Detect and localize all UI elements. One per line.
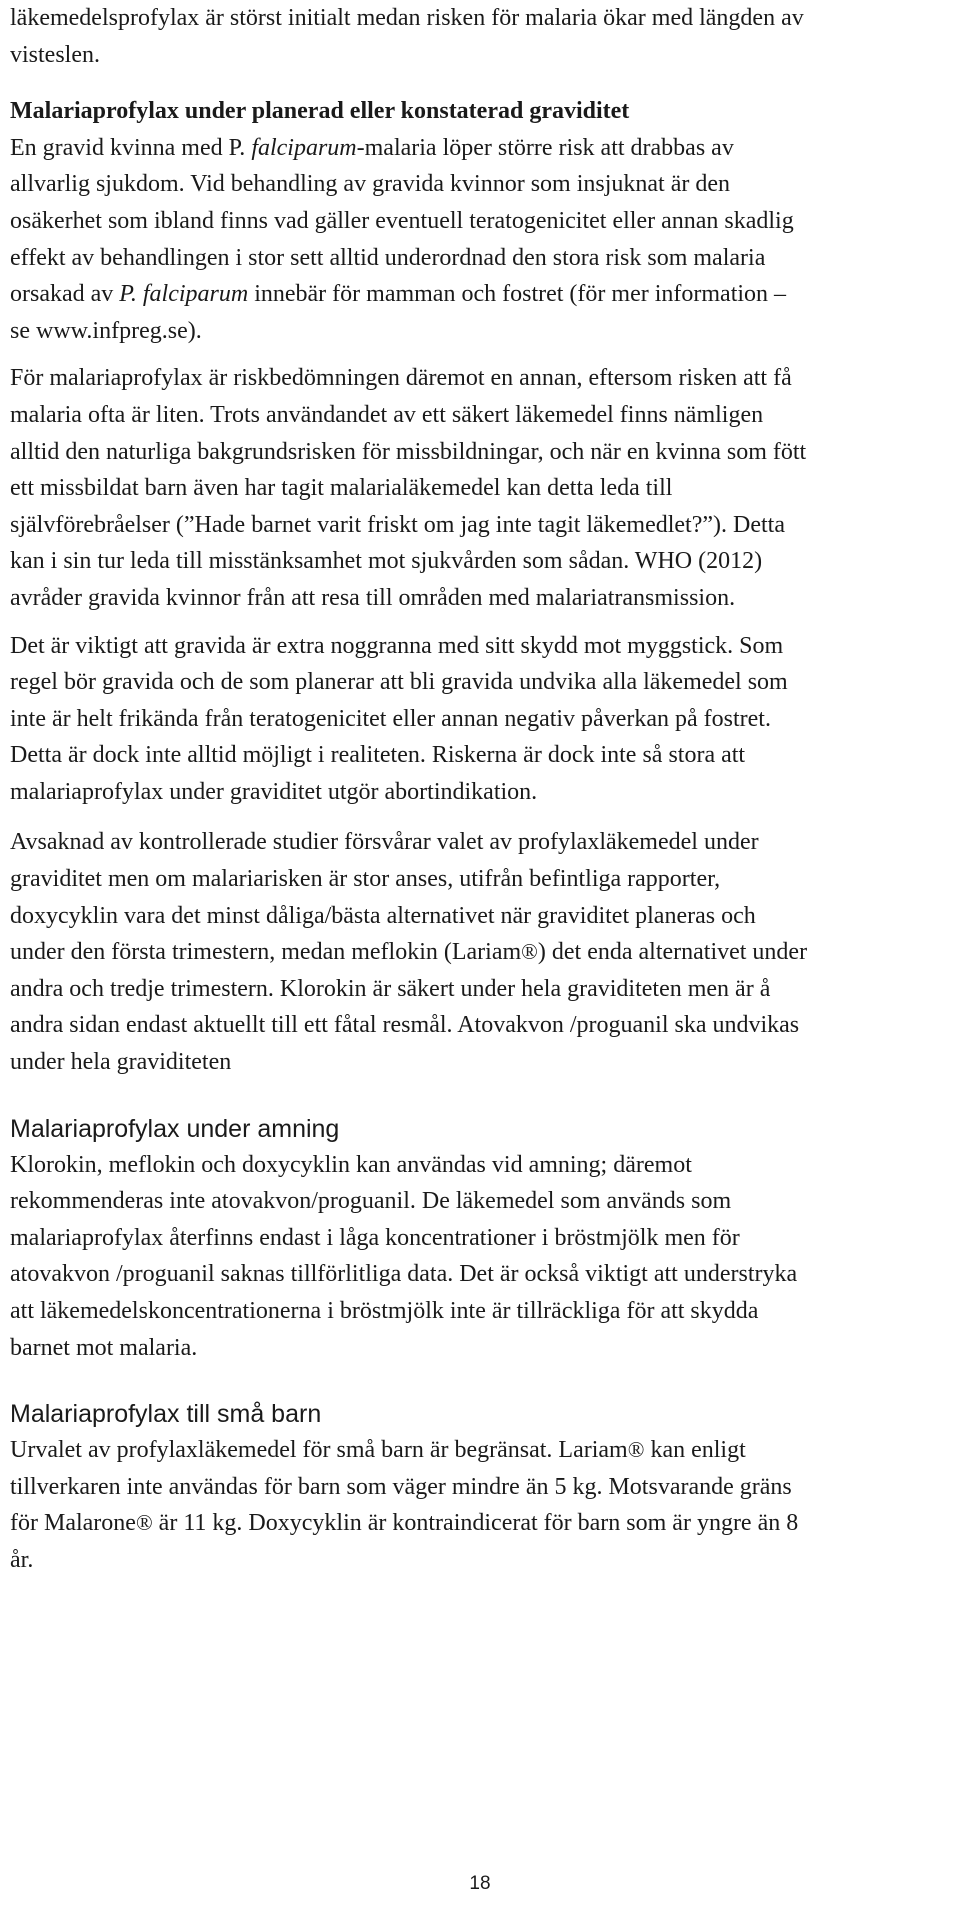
text-line: se www.infpreg.se). bbox=[10, 317, 202, 344]
pregnancy-paragraph-1 bbox=[0, 130, 960, 350]
pregnancy-paragraph-4 bbox=[0, 824, 960, 1080]
text-line: kan i sin tur leda till misstänksamhet mot sjukvården som sådan. WHO (2012) bbox=[10, 548, 763, 575]
text-line: alltid den naturliga bakgrundsrisken för missbildningar, och när en kvinna som fött bbox=[10, 438, 807, 465]
text-line: inte är helt frikända från teratogenicitet eller annan negativ påverkan på fostret. bbox=[10, 705, 771, 732]
section-heading-pregnancy: Malariaprofylax under planerad eller konstaterad graviditet bbox=[10, 98, 630, 125]
text-line: självförebråelser (”Hade barnet varit friskt om jag inte tagit läkemedlet?”). Detta bbox=[10, 511, 785, 538]
text-line: år. bbox=[10, 1546, 34, 1573]
text-line: Urvalet av profylaxläkemedel för små barn är begränsat. Lariam® kan enligt bbox=[10, 1437, 746, 1464]
text-line: Det är viktigt att gravida är extra noggranna med sitt skydd mot myggstick. Som bbox=[10, 632, 784, 659]
text-line: allvarlig sjukdom. Vid behandling av gravida kvinnor som insjuknat är den bbox=[10, 171, 730, 198]
text-line: under hela graviditeten bbox=[10, 1049, 232, 1076]
text-line: atovakvon /proguanil saknas tillförlitliga data. Det är också viktigt att understryka bbox=[10, 1261, 798, 1288]
text-line: under den första trimestern, medan meflokin (Lariam®) det enda alternativet under bbox=[10, 939, 808, 966]
text-line: barnet mot malaria. bbox=[10, 1334, 198, 1361]
registered-mark: ® bbox=[627, 1437, 645, 1463]
text-line: Klorokin, meflokin och doxycyklin kan användas vid amning; däremot bbox=[10, 1151, 692, 1178]
text-line: tillverkaren inte användas för barn som väger mindre än 5 kg. Motsvarande gräns bbox=[10, 1473, 792, 1500]
text-line: doxycyklin vara det minst dåliga/bästa alternativet när graviditet planeras och bbox=[10, 902, 756, 929]
breastfeeding-paragraph bbox=[0, 1147, 960, 1367]
text-line: För malariaprofylax är riskbedömningen däremot en annan, eftersom risken att få bbox=[10, 365, 792, 392]
text-line: malariaprofylax återfinns endast i låga koncentrationer i bröstmjölk men för bbox=[10, 1224, 740, 1251]
text-line: rekommenderas inte atovakvon/proguanil. De läkemedel som används som bbox=[10, 1188, 732, 1215]
text-line: En gravid kvinna med P. falciparum-malaria löper större risk att drabbas av bbox=[10, 134, 734, 161]
text-line: osäkerhet som ibland finns vad gäller eventuell teratogenicitet eller annan skadlig bbox=[10, 207, 794, 234]
text-line: graviditet men om malariarisken är stor anses, utifrån befintliga rapporter, bbox=[10, 866, 721, 893]
text-line: Avsaknad av kontrollerade studier försvårar valet av profylaxläkemedel under bbox=[10, 829, 759, 856]
text-line: visteslen. bbox=[10, 41, 100, 68]
pregnancy-paragraph-3 bbox=[0, 628, 960, 811]
section-heading-breastfeeding: Malariaprofylax under amning bbox=[10, 1114, 340, 1143]
text-line: malaria ofta är liten. Trots användandet av ett säkert läkemedel finns nämligen bbox=[10, 401, 764, 428]
text-line: för Malarone® är 11 kg. Doxycyklin är kontraindicerat för barn som är yngre än 8 bbox=[10, 1510, 799, 1537]
text-line: malariaprofylax under graviditet utgör abortindikation. bbox=[10, 778, 538, 805]
text-line: avråder gravida kvinnor från att resa till områden med malariatransmission. bbox=[10, 584, 736, 611]
text-line: att läkemedelskoncentrationerna i bröstmjölk inte är tillräckliga för att skydda bbox=[10, 1298, 759, 1324]
page-number: 18 bbox=[469, 1873, 491, 1894]
pregnancy-paragraph-2 bbox=[0, 360, 960, 616]
text-line: regel bör gravida och de som planerar att bli gravida undvika alla läkemedel som bbox=[10, 669, 788, 696]
registered-mark: ® bbox=[521, 939, 538, 965]
registered-mark: ® bbox=[135, 1510, 153, 1536]
text-line: ett missbildat barn även har tagit malarialäkemedel kan detta leda till bbox=[10, 475, 673, 502]
text-line: andra sidan endast aktuellt till ett fåtal resmål. Atovakvon /proguanil ska undvikas bbox=[10, 1012, 800, 1039]
intro-paragraph bbox=[0, 0, 960, 73]
text-line: orsakad av P. falciparum innebär för mamman och fostret (för mer information – bbox=[10, 281, 787, 308]
text-line: läkemedelsprofylax är störst initialt medan risken för malaria ökar med längden av bbox=[10, 5, 804, 31]
text-line: effekt av behandlingen i stor sett alltid underordnad den stora risk som malaria bbox=[10, 244, 766, 271]
text-line: Detta är dock inte alltid möjligt i realiteten. Riskerna är dock inte så stora att bbox=[10, 742, 746, 769]
section-heading-small-children: Malariaprofylax till små barn bbox=[10, 1400, 322, 1429]
small-children-paragraph bbox=[0, 1432, 960, 1578]
text-line: andra och tredje trimestern. Klorokin är säkert under hela graviditeten men är å bbox=[10, 975, 771, 1002]
